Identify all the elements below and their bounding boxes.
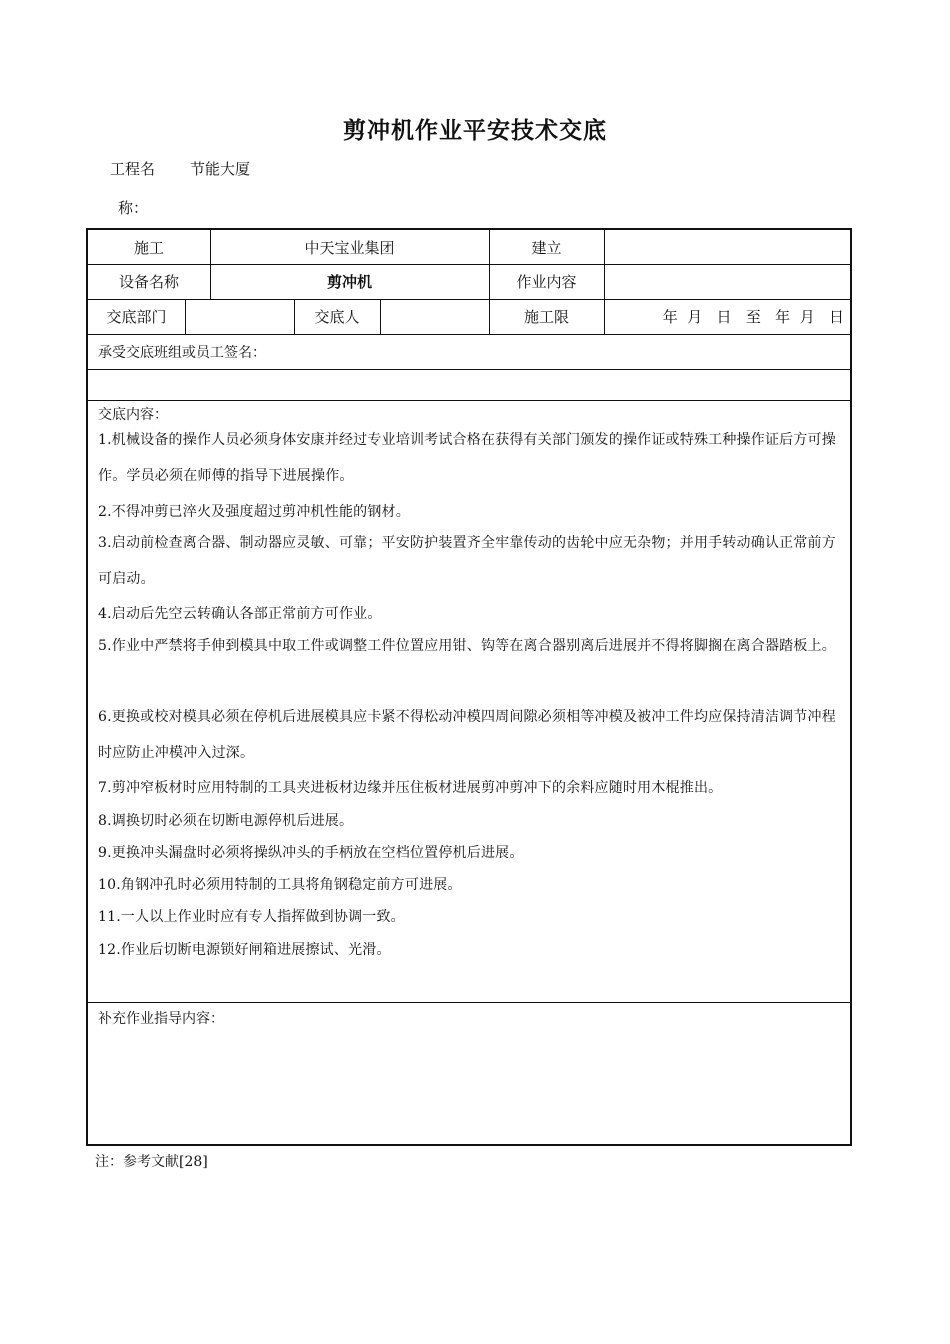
list-item: 1.机械设备的操作人员必须身体安康并经过专业培训考试合格在获得有关部门颁发的操作证或特殊工种操作证后方可操作。学员必须在师傅的指导下进展操作。 bbox=[98, 432, 836, 484]
row-divider bbox=[88, 1002, 850, 1003]
briefing-table bbox=[86, 228, 852, 1146]
row-divider bbox=[88, 400, 850, 401]
briefer-value bbox=[380, 299, 489, 334]
list-item: 7.剪冲窄板材时应用特制的工具夹进板材边缘并压住板材进展剪冲剪冲下的余料应随时用木棍推出。 bbox=[98, 780, 723, 796]
list-item: 5.作业中严禁将手伸到模具中取工件或调整工件位置应用钳、钩等在离合器别离后进展并不得将脚搁在离合器踏板上。 bbox=[98, 638, 836, 654]
row-divider bbox=[88, 369, 850, 370]
department-label: 交底部门 bbox=[106, 308, 167, 326]
document-title: 剪冲机作业平安技术交底 bbox=[343, 118, 607, 144]
department-value bbox=[185, 299, 294, 334]
briefer-label: 交底人 bbox=[314, 308, 360, 326]
list-item: 9.更换冲头漏盘时必须将操纵冲头的手柄放在空档位置停机后进展。 bbox=[98, 845, 524, 861]
footnote: 注：参考文献[28] bbox=[95, 1154, 208, 1170]
list-item: 4.启动后先空云转确认各部正常前方可作业。 bbox=[98, 606, 382, 622]
list-item: 11.一人以上作业时应有专人指挥做到协调一致。 bbox=[98, 909, 405, 925]
list-item: 10.角钢冲孔时必须用特制的工具将角钢稳定前方可进展。 bbox=[98, 877, 462, 893]
list-item: 8.调换切时必须在切断电源停机后进展。 bbox=[98, 813, 354, 829]
construction-label: 施工 bbox=[133, 238, 164, 257]
supplement-label: 补充作业指导内容： bbox=[98, 1011, 224, 1027]
supervision-label: 建立 bbox=[531, 238, 562, 257]
list-item: 6.更换或校对模具必须在停机后进展模具应卡紧不得松动冲模四周间隙必须相等冲模及被冲工件均应保持清洁调节冲程时应防止冲模冲入过深。 bbox=[98, 709, 836, 761]
period-label: 施工限 bbox=[523, 308, 569, 326]
list-item: 3.启动前检查离合器、制动器应灵敏、可靠；平安防护装置齐全牢靠传动的齿轮中应无杂物；并用手转动确认正常前方可启动。 bbox=[98, 535, 836, 587]
period-value: 年 月 日 至 年 月 日 bbox=[662, 308, 844, 326]
project-name-label-cont: 称： bbox=[118, 199, 149, 217]
list-item: 12.作业后切断电源锁好闸箱进展擦试、光滑。 bbox=[98, 942, 391, 958]
list-item: 2.不得冲剪已淬火及强度超过剪冲机性能的钢材。 bbox=[98, 504, 410, 520]
work-content-label: 作业内容 bbox=[516, 273, 577, 291]
project-name-value: 节能大厦 bbox=[190, 160, 251, 178]
project-name-label: 工程名 bbox=[110, 160, 156, 178]
content-label: 交底内容： bbox=[98, 407, 168, 423]
supervision-value bbox=[604, 230, 850, 264]
work-content-value bbox=[604, 264, 850, 299]
signature-label: 承受交底班组或员工签名： bbox=[98, 344, 266, 361]
construction-value: 中天宝业集团 bbox=[304, 238, 395, 257]
equipment-name-value: 剪冲机 bbox=[326, 273, 372, 291]
equipment-name-label: 设备名称 bbox=[118, 273, 179, 291]
